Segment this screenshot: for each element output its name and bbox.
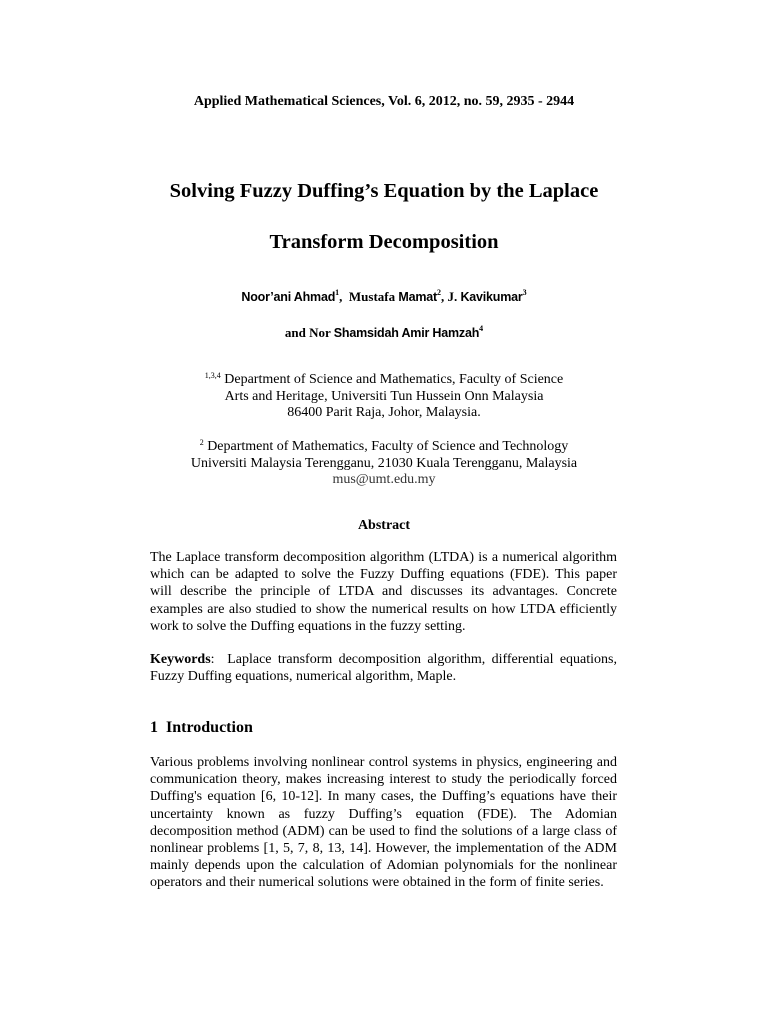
author-list-line-1 bbox=[0, 289, 768, 305]
section-number: 1 bbox=[150, 719, 158, 736]
affiliation-1-line-3: 86400 Parit Raja, Johor, Malaysia. bbox=[287, 405, 481, 420]
contact-email: mus@umt.edu.my bbox=[332, 472, 436, 487]
author-2-last: Mamat bbox=[398, 290, 437, 304]
author-list-line-2 bbox=[0, 325, 768, 341]
affiliation-1-line-2: Arts and Heritage, Universiti Tun Hussein Onn Malaysia bbox=[224, 388, 544, 404]
author-3-first: J. bbox=[447, 289, 461, 304]
intro-line: operators and their numerical solutions were obtained in the form of finite series. bbox=[150, 875, 604, 891]
affiliation-2-text: Department of Mathematics, Faculty of Science and Technology bbox=[207, 439, 569, 454]
affiliation-1-text: Department of Science and Mathematics, Faculty of Science bbox=[224, 372, 564, 387]
section-title: Introduction bbox=[166, 719, 253, 736]
abstract-body bbox=[150, 549, 617, 635]
affiliation-1 bbox=[0, 372, 768, 422]
affiliation-1-line-1 bbox=[0, 372, 768, 389]
keywords-list-part-1: : Laplace transform decomposition algorithm, differential equations, bbox=[210, 652, 617, 667]
abstract-heading: Abstract bbox=[357, 518, 411, 533]
abstract-line: which can be adapted to solve the Fuzzy Duffing equations (FDE). This paper bbox=[150, 567, 617, 583]
author-1-name: Noor’ani Ahmad bbox=[241, 290, 336, 304]
intro-line: Duffing's equation [6, 10-12]. In many cases, the Duffing’s equations have their bbox=[150, 789, 617, 805]
keywords-line-1 bbox=[150, 651, 617, 668]
author-2-affil-mark: 2 bbox=[436, 288, 441, 297]
intro-line: uncertainty known as fuzzy Duffing’s equation (FDE). The Adomian bbox=[150, 806, 617, 822]
author-4-rest: Shamsidah Amir Hamzah bbox=[333, 326, 480, 340]
intro-line: decomposition method (ADM) can be used to find the solutions of a large class of bbox=[150, 823, 617, 839]
journal-citation: Applied Mathematical Sciences, Vol. 6, 2012, no. 59, 2935 - 2944 bbox=[193, 94, 575, 109]
affiliation-1-mark: 1,3,4 bbox=[204, 371, 221, 380]
author-4-first: and Nor bbox=[284, 325, 334, 340]
intro-line: communication theory, makes increasing interest to study the periodically forced bbox=[150, 772, 617, 788]
abstract-line: will describe the principle of LTDA and discusses its advantages. Concrete bbox=[150, 584, 617, 600]
affiliation-2 bbox=[0, 439, 768, 489]
paper-title-line-2: Transform Decomposition bbox=[269, 231, 499, 253]
introduction-body bbox=[150, 754, 617, 892]
author-4-affil-mark: 4 bbox=[479, 324, 484, 333]
paper-title-line-1: Solving Fuzzy Duffing’s Equation by the Laplace bbox=[169, 180, 599, 202]
keywords-label: Keywords bbox=[150, 652, 211, 667]
affiliation-2-line-2: Universiti Malaysia Terengganu, 21030 Kuala Terengganu, Malaysia bbox=[190, 455, 578, 471]
abstract-line: work to solve the Duffing equations in the fuzzy setting. bbox=[150, 618, 466, 634]
intro-line: Various problems involving nonlinear control systems in physics, engineering and bbox=[150, 755, 617, 770]
abstract-line: examples are also studied to show the numerical results on how LTDA efficiently bbox=[150, 601, 617, 617]
keywords-line-2: Fuzzy Duffing equations, numerical algorithm, Maple. bbox=[150, 669, 457, 685]
author-separator: , bbox=[440, 289, 448, 304]
author-3-last: Kavikumar bbox=[460, 290, 523, 304]
abstract-line: The Laplace transform decomposition algorithm (LTDA) is a numerical algorithm bbox=[150, 550, 617, 565]
affiliation-2-line-1 bbox=[0, 439, 768, 456]
author-1-affil-mark: 1 bbox=[335, 288, 340, 297]
intro-line: nonlinear problems [1, 5, 7, 8, 13, 14]. However, the implementation of the ADM bbox=[150, 841, 617, 857]
section-heading-introduction bbox=[150, 719, 253, 737]
keywords bbox=[150, 651, 617, 685]
author-3-affil-mark: 3 bbox=[522, 288, 527, 297]
author-separator: , bbox=[339, 289, 349, 304]
author-2-first: Mustafa bbox=[348, 289, 399, 304]
affiliation-2-mark: 2 bbox=[199, 438, 204, 447]
intro-line: mainly depends upon the calculation of Adomian polynomials for the nonlinear bbox=[150, 858, 617, 874]
